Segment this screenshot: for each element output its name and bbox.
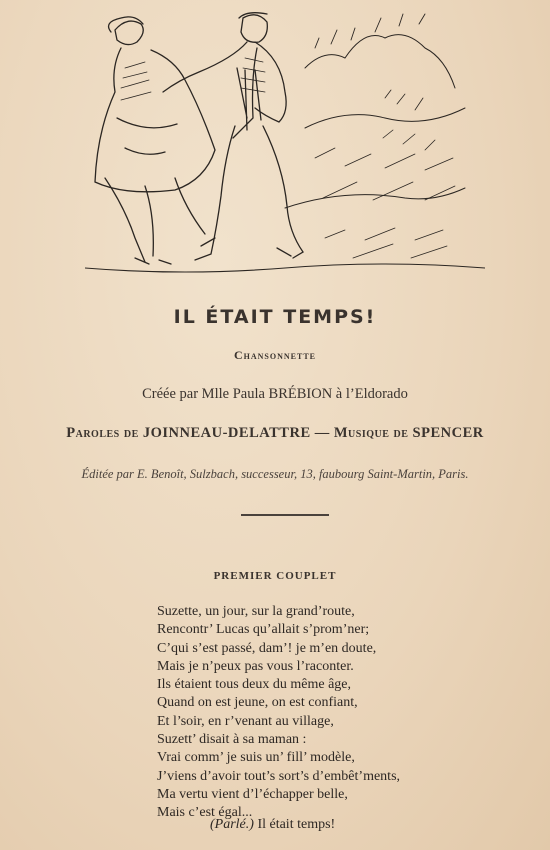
verse-line: J’viens d’avoir tout’s sort’s d’embêt’ments, [157, 768, 401, 784]
verse-line: Et l’soir, en r’venant au village, [157, 713, 334, 729]
divider-rule [241, 514, 329, 516]
spoken-label: (Parlé.) [210, 817, 254, 832]
verse-line: Vrai comm’ je suis un’ fill’ modèle, [157, 750, 355, 766]
verse-line: Mais je n’peux pas vous l’raconter. [157, 658, 354, 674]
lyrics-music-credits: Paroles de JOINNEAU-DELATTRE — Musique de SPENCER [66, 425, 484, 441]
verse-line: Suzett’ disait à sa maman : [157, 732, 307, 748]
dancing-couple-engraving [85, 8, 485, 280]
verse-line: Ma vertu vient d’l’échapper belle, [157, 786, 348, 802]
spoken-line [210, 817, 335, 833]
verse-line: Suzette, un jour, sur la grand’route, [157, 604, 355, 619]
spoken-text: Il était temps! [257, 817, 336, 832]
engraving-illustration [85, 8, 485, 280]
verse-line: Quand on est jeune, on est confiant, [157, 695, 358, 711]
couplet-heading: PREMIER COUPLET [213, 570, 337, 582]
song-genre: Chansonnette [233, 348, 316, 362]
creation-credit: Créée par Mlle Paula BRÉBION à l’Eldorado [142, 386, 408, 402]
verse-line: Mais c’est égal... [157, 805, 253, 821]
song-title: IL ÉTAIT TEMPS! [173, 306, 377, 328]
verse-block [157, 603, 477, 823]
verse-line: Rencontr’ Lucas qu’allait s’prom’ner; [157, 622, 370, 638]
verse-line: C’qui s’est passé, dam’! je m’en doute, [157, 640, 377, 656]
verse-line: Ils étaient tous deux du même âge, [157, 677, 351, 693]
publisher-line: Éditée par E. Benoît, Sulzbach, successeur, 13, faubourg Saint-Martin, Paris. [81, 467, 469, 481]
